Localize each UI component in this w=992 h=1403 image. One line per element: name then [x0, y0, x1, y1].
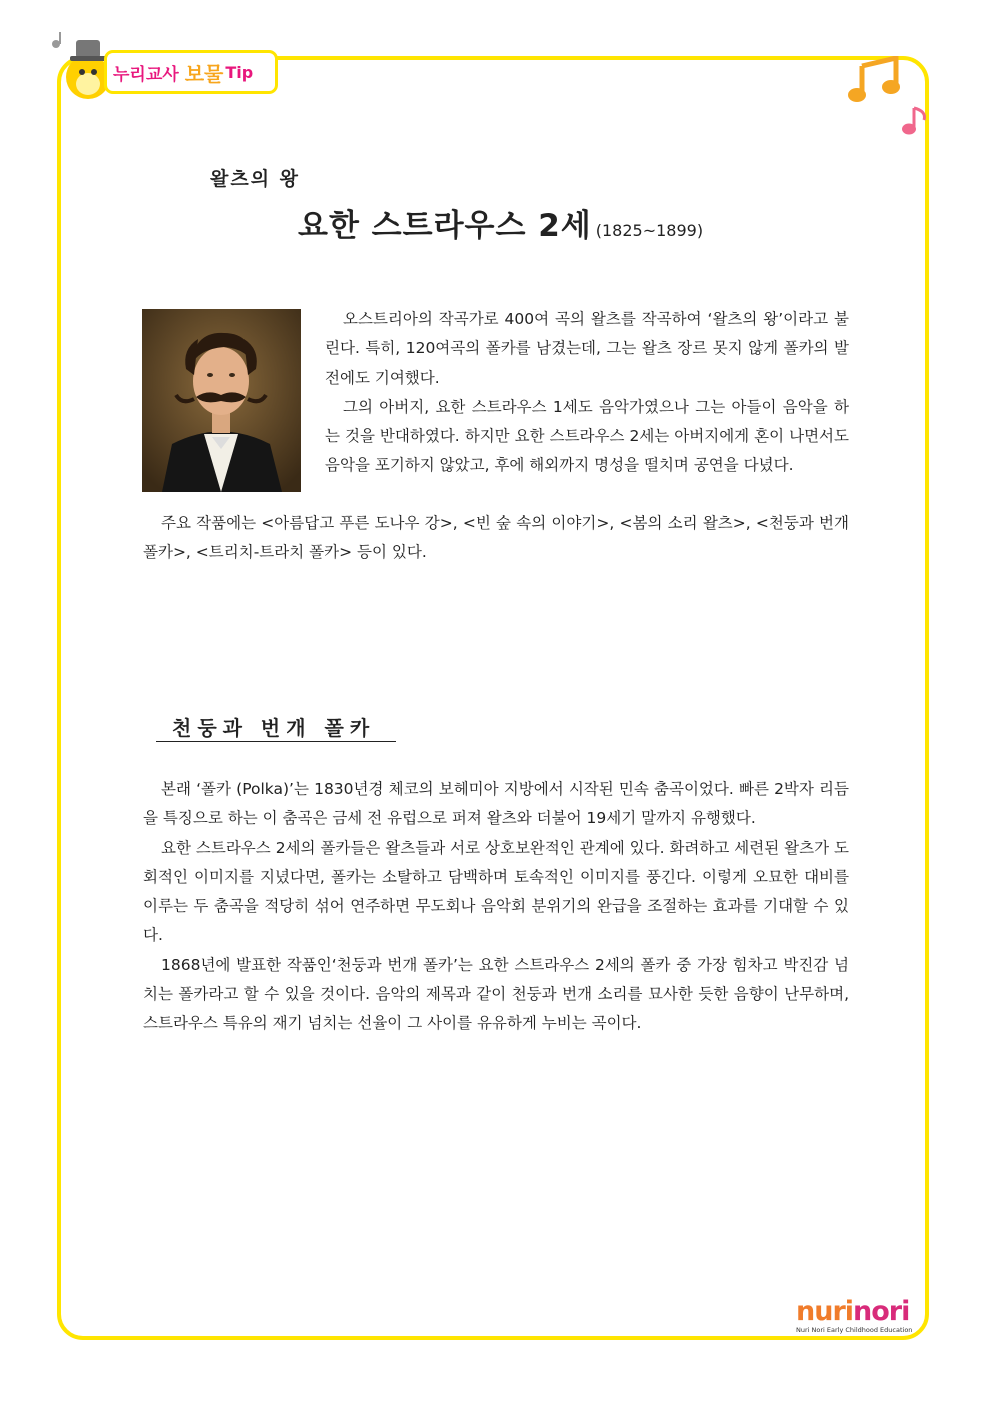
badge-label: 누리교사 [113, 64, 179, 85]
badge-label-tip: Tip [225, 62, 254, 82]
music-note-icon-small [898, 104, 932, 138]
polka-paragraph: 1868년에 발표한 작품인‘천둥과 번개 폴카’는 요한 스트라우스 2세의 폴카 중 가장 힘차고 박진감 넘치는 폴카라고 할 수 있을 것이다. 음악의 제목과 같이 천둥과 번개 소리를 묘사한 듯한 음향이 난무하며, 스트라우스 특유의 재기 넘치는 선율이 그 사이를 유유하게 누비는 곡이다. [143, 955, 849, 1033]
article-dates: (1825~1899) [595, 221, 704, 240]
intro-paragraph: 오스트리아의 작곡가로 400여 곡의 왈츠를 작곡하여 ‘왈츠의 왕’이라고 불린다. 특히, 120여곡의 폴카를 남겼는데, 그는 왈츠 장르 못지 않게 폴카의 발전에도 기여했다. [325, 310, 849, 387]
article-title-text: 요한 스트라우스 2세 [298, 208, 592, 244]
nurinori-logo [796, 1298, 916, 1334]
badge-label-treasure: 보물 [184, 61, 224, 86]
logo-wordmark: nurinori [796, 1296, 910, 1327]
music-note-icon [846, 56, 904, 104]
works-text [143, 509, 849, 568]
logo-tagline: Nuri Nori Early Childhood Education [796, 1326, 913, 1334]
section-heading-text: 천둥과 번개 폴카 [172, 716, 376, 740]
article-title [298, 200, 703, 245]
section-heading [156, 712, 396, 742]
polka-text [143, 775, 849, 1039]
article-subtitle: 왈츠의 왕 [210, 168, 301, 190]
intro-paragraph: 그의 아버지, 요한 스트라우스 1세도 음악가였으나 그는 아들이 음악을 하는 것을 반대하였다. 하지만 요한 스트라우스 2세는 아버지에게 혼이 나면서도 음악을 포기하지 않았고, 후에 해외까지 명성을 떨치며 공연을 다녔다. [325, 397, 849, 475]
page-frame [57, 56, 929, 1340]
polka-paragraph: 요한 스트라우스 2세의 폴카들은 왈츠들과 서로 상호보완적인 관계에 있다. 화려하고 세련된 왈츠가 도회적인 이미지를 지녔다면, 폴카는 소탈하고 담백하며 토속적인 이미지를 풍긴다. 이렇게 오묘한 대비를 이루는 두 춤곡을 적당히 섞어 연주하면 무도회나 음악회 분위기의 완급을 조절하는 효과를 기대할 수 있다. [143, 838, 849, 945]
works-paragraph: 주요 작품에는 <아름답고 푸른 도나우 강>, <빈 숲 속의 이야기>, <봄의 소리 왈츠>, <천둥과 번개 폴카>, <트리치-트라치 폴카> 등이 있다. [143, 514, 849, 562]
teacher-tip-badge [104, 50, 278, 94]
polka-paragraph: 본래 ‘폴카 (Polka)’는 1830년경 체코의 보헤미아 지방에서 시작된 민속 춤곡이었다. 빠른 2박자 리듬을 특징으로 하는 이 춤곡은 금세 전 유럽으로 퍼져 왈츠와 더불어 19세기 말까지 유행했다. [143, 780, 849, 828]
intro-text [325, 305, 849, 481]
portrait-image [142, 309, 301, 492]
